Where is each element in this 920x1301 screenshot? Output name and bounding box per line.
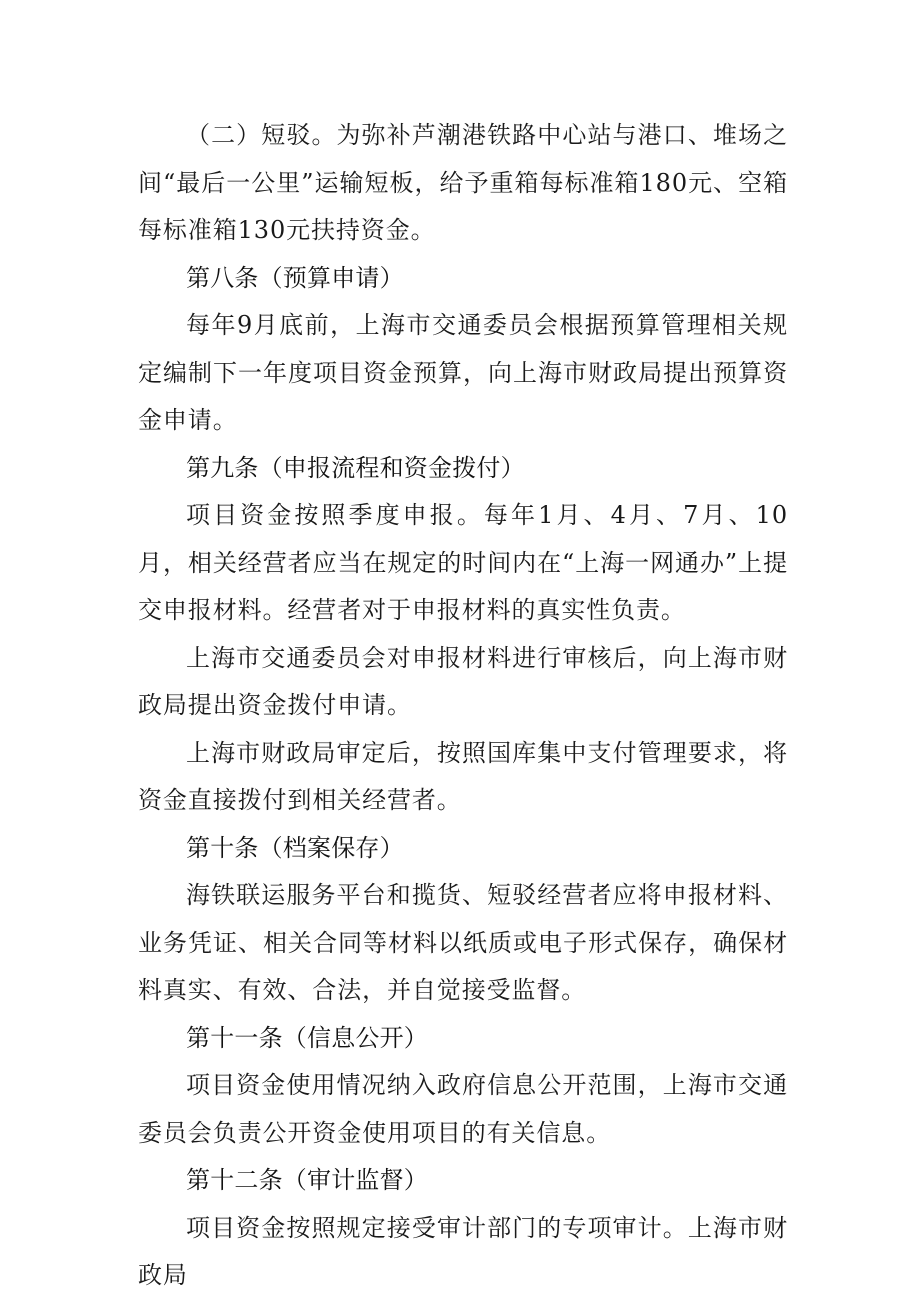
paragraph-article-10: 海铁联运服务平台和揽货、短驳经营者应将申报材料、业务凭证、相关合同等材料以纸质或电子形式保存，确保材料真实、有效、合法，并自觉接受监督。 [138,881,788,1004]
paragraph-article-9-3: 上海市财政局审定后，按照国库集中支付管理要求，将资金直接拨付到相关经营者。 [138,738,788,814]
document-body [138,112,788,1300]
heading-article-8: 第八条（预算申请） [186,263,404,292]
heading-article-12: 第十二条（审计监督） [186,1166,428,1194]
paragraph-article-12: 项目资金按照规定接受审计部门的专项审计。上海市财政局 [138,1213,788,1289]
paragraph-article-9-2: 上海市交通委员会对申报材料进行审核后，向上海市财政局提出资金拨付申请。 [138,643,788,719]
paragraph-article-9-1: 项目资金按照季度申报。每年1月、4月、7月、10月，相关经营者应当在规定的时间内在“上海一网通办”上提交申报材料。经营者对于申报材料的真实性负责。 [138,501,788,624]
heading-article-11: 第十一条（信息公开） [186,1023,428,1052]
paragraph-article-11: 项目资金使用情况纳入政府信息公开范围，上海市交通委员会负责公开资金使用项目的有关信息。 [138,1071,788,1147]
paragraph-short-haul: （二）短驳。为弥补芦潮港铁路中心站与港口、堆场之间“最后一公里”运输短板，给予重箱每标准箱180元、空箱每标准箱130元扶持资金。 [138,121,788,244]
heading-article-9: 第九条（申报流程和资金拨付） [186,453,525,482]
paragraph-article-8: 每年9月底前，上海市交通委员会根据预算管理相关规定编制下一年度项目资金预算，向上海市财政局提出预算资金申请。 [138,311,788,434]
heading-article-10: 第十条（档案保存） [186,833,404,862]
